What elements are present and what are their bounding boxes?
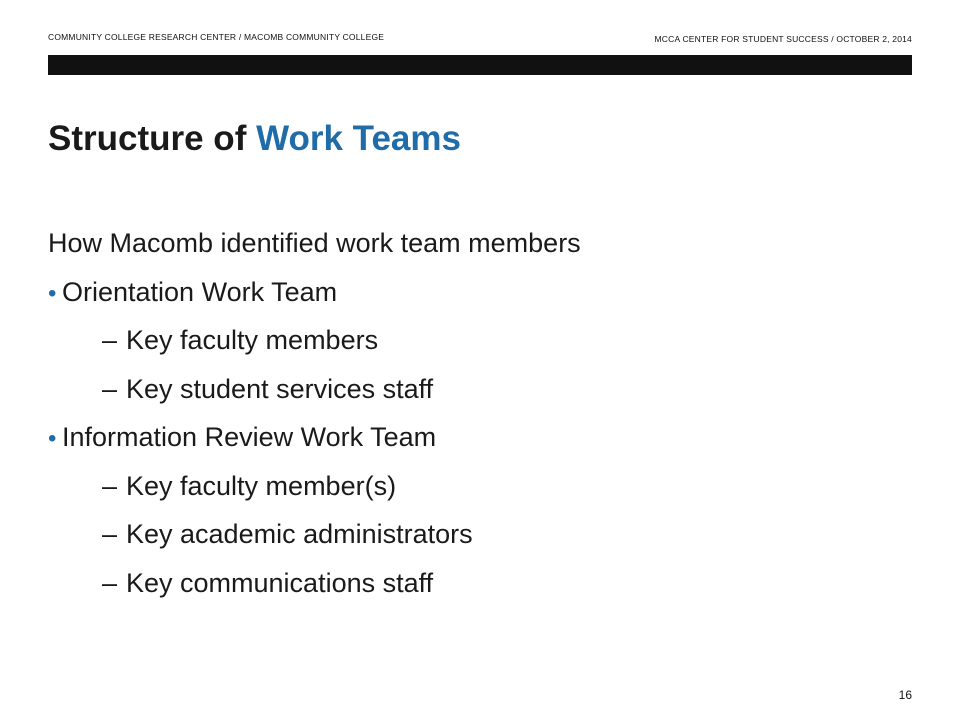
member-text: Key faculty members — [126, 325, 379, 355]
team-name: Information Review Work Team — [62, 422, 437, 452]
header-organization-label: COMMUNITY COLLEGE RESEARCH CENTER / MACOMB COMMUNITY COLLEGE — [48, 32, 385, 42]
member-text: Key faculty member(s) — [126, 470, 397, 501]
dash-icon: – — [102, 519, 118, 549]
member-sub-bullet — [48, 462, 898, 511]
slide-title-accent: Work Teams — [256, 119, 461, 158]
slide-title — [48, 118, 461, 160]
header-divider-bar — [48, 55, 912, 75]
team-bullet — [48, 413, 898, 462]
member-text: Key academic administrators — [126, 519, 473, 549]
dash-icon: – — [102, 325, 118, 355]
member-sub-bullet — [48, 316, 898, 365]
bullet-dot-icon: • — [48, 425, 57, 452]
member-sub-bullet — [48, 510, 898, 559]
member-text: Key student services staff — [126, 373, 434, 404]
member-sub-bullet — [48, 365, 898, 414]
dash-icon: – — [102, 470, 118, 501]
team-name: Orientation Work Team — [62, 276, 338, 307]
slide-title-prefix: Structure of — [48, 119, 257, 158]
slide-body — [48, 219, 898, 607]
body-intro: How Macomb identified work team members — [48, 228, 581, 258]
header-event-label: MCCA CENTER FOR STUDENT SUCCESS / OCTOBER 2, 2014 — [654, 34, 912, 44]
member-sub-bullet — [48, 559, 898, 608]
dash-icon: – — [102, 373, 118, 404]
dash-icon: – — [102, 567, 118, 598]
team-bullet — [48, 268, 898, 317]
member-text: Key communications staff — [126, 567, 434, 598]
bullet-dot-icon: • — [48, 279, 57, 307]
page-number: 16 — [898, 688, 912, 702]
